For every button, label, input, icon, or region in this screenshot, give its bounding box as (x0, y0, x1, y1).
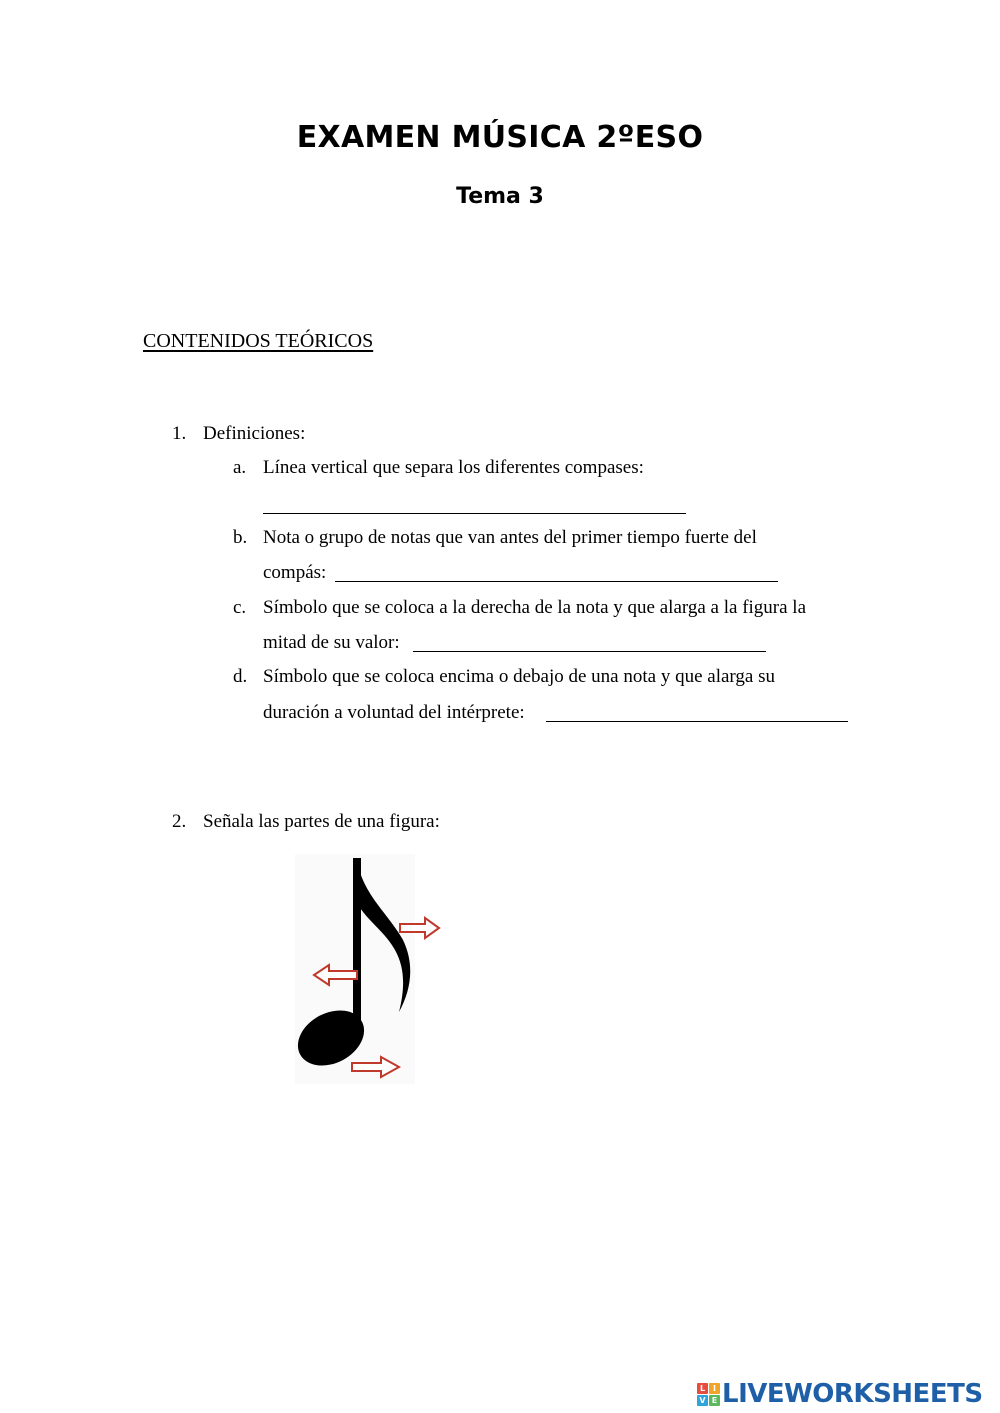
logo-tile: V (697, 1395, 708, 1406)
item-d-text-line1: Símbolo que se coloca encima o debajo de una nota y que alarga su (263, 666, 775, 687)
logo-tile: L (697, 1383, 708, 1394)
liveworksheets-logo (697, 1376, 983, 1412)
question-2-label: Señala las partes de una figura: (203, 811, 440, 832)
item-a-text: Línea vertical que separa los diferentes compases: (263, 457, 644, 478)
item-b-text-line1: Nota o grupo de notas que van antes del primer tiempo fuerte del (263, 527, 757, 548)
page-subtitle: Tema 3 (456, 184, 544, 209)
question-1-number: 1. (172, 423, 187, 444)
question-1-label: Definiciones: (203, 423, 306, 444)
item-c-text-line2: mitad de su valor: (263, 632, 400, 653)
answer-blank-b[interactable] (335, 563, 778, 582)
item-d-letter: d. (233, 666, 248, 687)
item-c-text-line1: Símbolo que se coloca a la derecha de la nota y que alarga a la figura la (263, 597, 807, 618)
answer-blank-a[interactable] (263, 495, 686, 514)
brand-name: LIVEWORKSHEETS (722, 1379, 983, 1409)
item-b-letter: b. (233, 527, 248, 548)
item-b-text-line2: compás: (263, 562, 327, 583)
logo-tiles-icon (697, 1383, 720, 1406)
answer-blank-c[interactable] (413, 633, 766, 652)
item-a-letter: a. (233, 457, 247, 478)
page-title: EXAMEN MÚSICA 2ºESO (296, 120, 704, 155)
logo-tile: E (709, 1395, 720, 1406)
item-c-letter: c. (233, 597, 247, 618)
logo-tile: I (709, 1383, 720, 1394)
eighth-note-icon (285, 850, 455, 1090)
answer-blank-d[interactable] (546, 703, 848, 722)
section-heading: CONTENIDOS TEÓRICOS (143, 330, 374, 352)
question-2-number: 2. (172, 811, 187, 832)
item-d-text-line2: duración a voluntad del intérprete: (263, 702, 525, 723)
